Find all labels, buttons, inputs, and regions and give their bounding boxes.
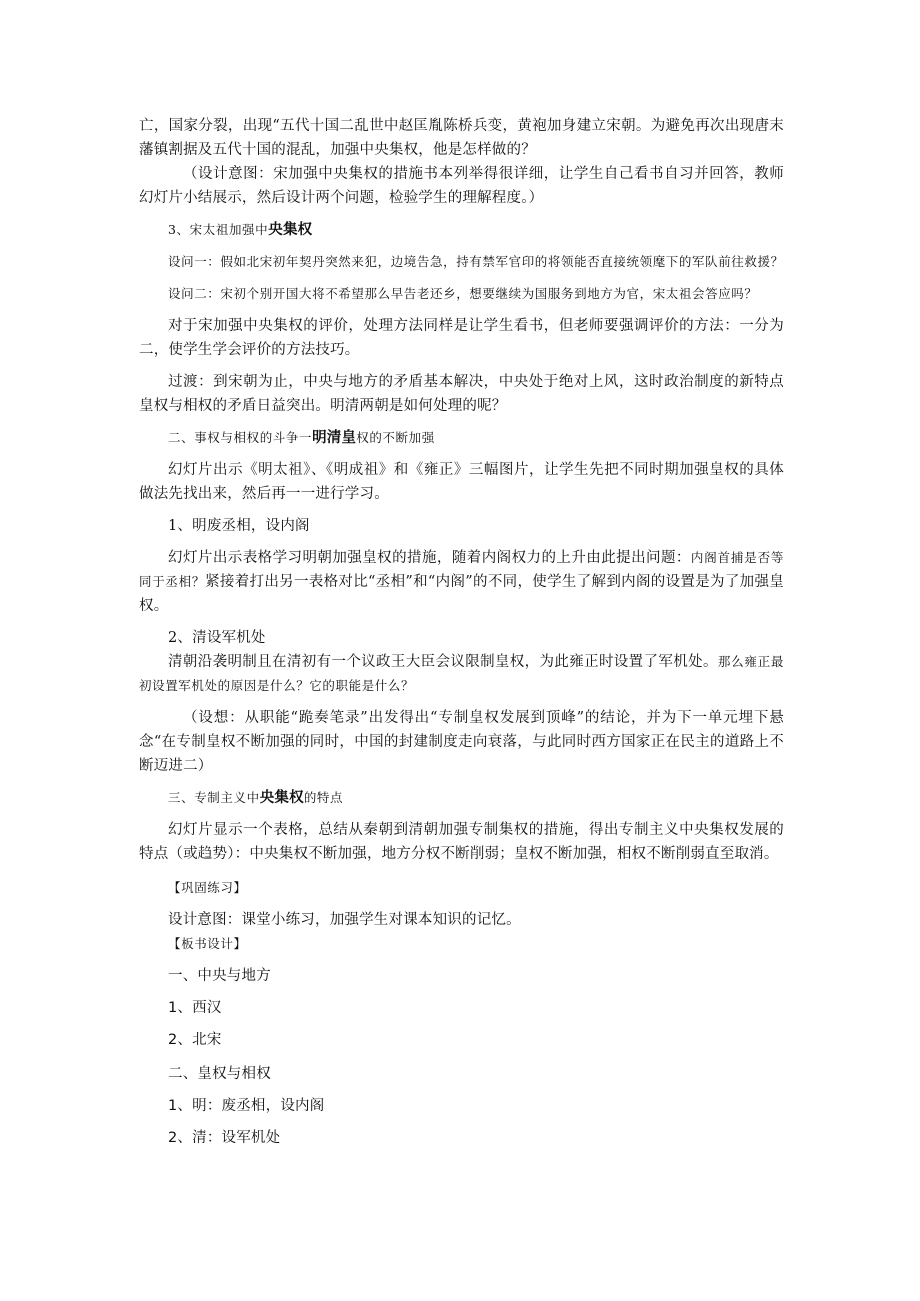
intro-paragraph: 亡，国家分裂，出现“五代十国二乱世中赵匡胤陈桥兵变，黄袍加身建立宋朝。为避免再次出现唐末藩镇割据及五代十国的混乱，加强中央集权，他是怎样做的？ — [139, 118, 784, 158]
features-paragraph: 幻灯片显示一个表格，总结从秦朝到清朝加强专制集权的措施，得出专制主义中央集权发展的特点（或趋势）：中央集权不断加强，地方分权不断削弱；皇权不断加强，相权不断削弱直至取消。 — [139, 822, 784, 862]
slides-paragraph: 幻灯片出示《明太祖》、《明成祖》和《雍正》三幅图片，让学生先把不同时期加强皇权的具体做法先找出来，然后再一一进行学习。 — [139, 462, 784, 502]
evaluation-paragraph: 对于宋加强中央集权的评价，处理方法同样是让学生看书，但老师要强调评价的方法：一分为二，使学生学会评价的方法技巧。 — [139, 318, 784, 358]
board-design-title: 【板书设计】 — [168, 936, 247, 951]
question-one: 设问一：假如北宋初年契丹突然来犯，边境告急，持有禁军官印的将领能否直接统领麾下的军队前往救援？ — [168, 254, 784, 269]
ming-paragraph — [139, 546, 784, 618]
section-heading-song — [139, 218, 784, 242]
question-two: 设问二：宋初个别开国大将不希望那么早告老还乡，想要继续为国服务到地方为官，宋太祖会答应吗？ — [168, 286, 758, 301]
heading-features-suffix: 的特点 — [303, 790, 344, 805]
qing-paragraph-part-a: 清朝沿袭明制且在清初有一个议政王大臣会议限制皇权，为此雍正时设置了军机处。 — [168, 654, 718, 670]
board-item-imperial-chancellor: 二、皇权与相权 — [168, 1066, 271, 1082]
heading-ming-qing-bold: 明清皇 — [312, 430, 357, 446]
ming-paragraph-part-c: 紧接着打出另一表格对比“丞相”和“内阁”的不同，使学生了解到内阁的设置是为了加强皇权。 — [139, 574, 784, 614]
board-item-qing: 2、清：设军机处 — [168, 1130, 281, 1146]
ming-paragraph-question: 内阁首捕是否等同于丞相？ — [139, 550, 785, 589]
ming-paragraph-part-a: 幻灯片出示表格学习明朝加强皇权的措施，随着内阁权力的上升由此提出问题： — [168, 550, 691, 566]
board-item-ming: 1、明：废丞相，设内阁 — [168, 1098, 325, 1114]
section-heading-features — [139, 786, 784, 810]
section-heading-ming-qing — [139, 426, 784, 450]
section-heading-song-prefix: 3、宋太祖加强中 — [168, 222, 269, 237]
qing-paragraph-question: 那么雍正最初设置军机处的原因是什么？它的职能是什么？ — [139, 654, 784, 693]
transition-paragraph: 过渡：到宋朝为止，中央与地方的矛盾基本解决，中央处于绝对上风，这时政治制度的新特点皇权与相权的矛盾日益突出。明清两朝是如何处理的呢？ — [139, 374, 784, 414]
design-intent-note: （设计意图：宋加强中央集权的措施书本列举得很详细，让学生自己看书自习并回答，教师幻灯片小结展示，然后设计两个问题，检验学生的理解程度。） — [139, 166, 784, 206]
heading-ming-qing-prefix: 二、事权与相权的斗争一 — [168, 430, 313, 445]
board-item-central-local: 一、中央与地方 — [168, 968, 271, 984]
heading-features-bold: 央集权 — [259, 790, 304, 806]
exercise-text: 设计意图：课堂小练习，加强学生对课本知识的记忆。 — [168, 912, 521, 928]
subheading-qing: 2、清设军机处 — [168, 630, 266, 646]
heading-features-prefix: 三、专制主义中 — [168, 790, 260, 805]
exercise-title: 【巩固练习】 — [168, 880, 247, 895]
section-heading-song-bold: 央集权 — [268, 222, 313, 238]
qing-paragraph — [139, 650, 784, 698]
board-item-northern-song: 2、北宋 — [168, 1032, 222, 1048]
subheading-ming: 1、明废丞相，设内阁 — [168, 518, 310, 534]
document-page — [139, 114, 784, 1150]
board-item-western-han: 1、西汉 — [168, 1000, 222, 1016]
design-idea-note: （设想：从职能“跪奏笔录”出发得出“专制皇权发展到顶峰”的结论，并为下一单元埋下悬念“在专制皇权不断加强的同时，中国的封建制度走向衰落，与此同时西方国家正在民主的道路上不断迈进二） — [139, 710, 784, 774]
heading-ming-qing-suffix: 权的不断加强 — [356, 430, 435, 445]
